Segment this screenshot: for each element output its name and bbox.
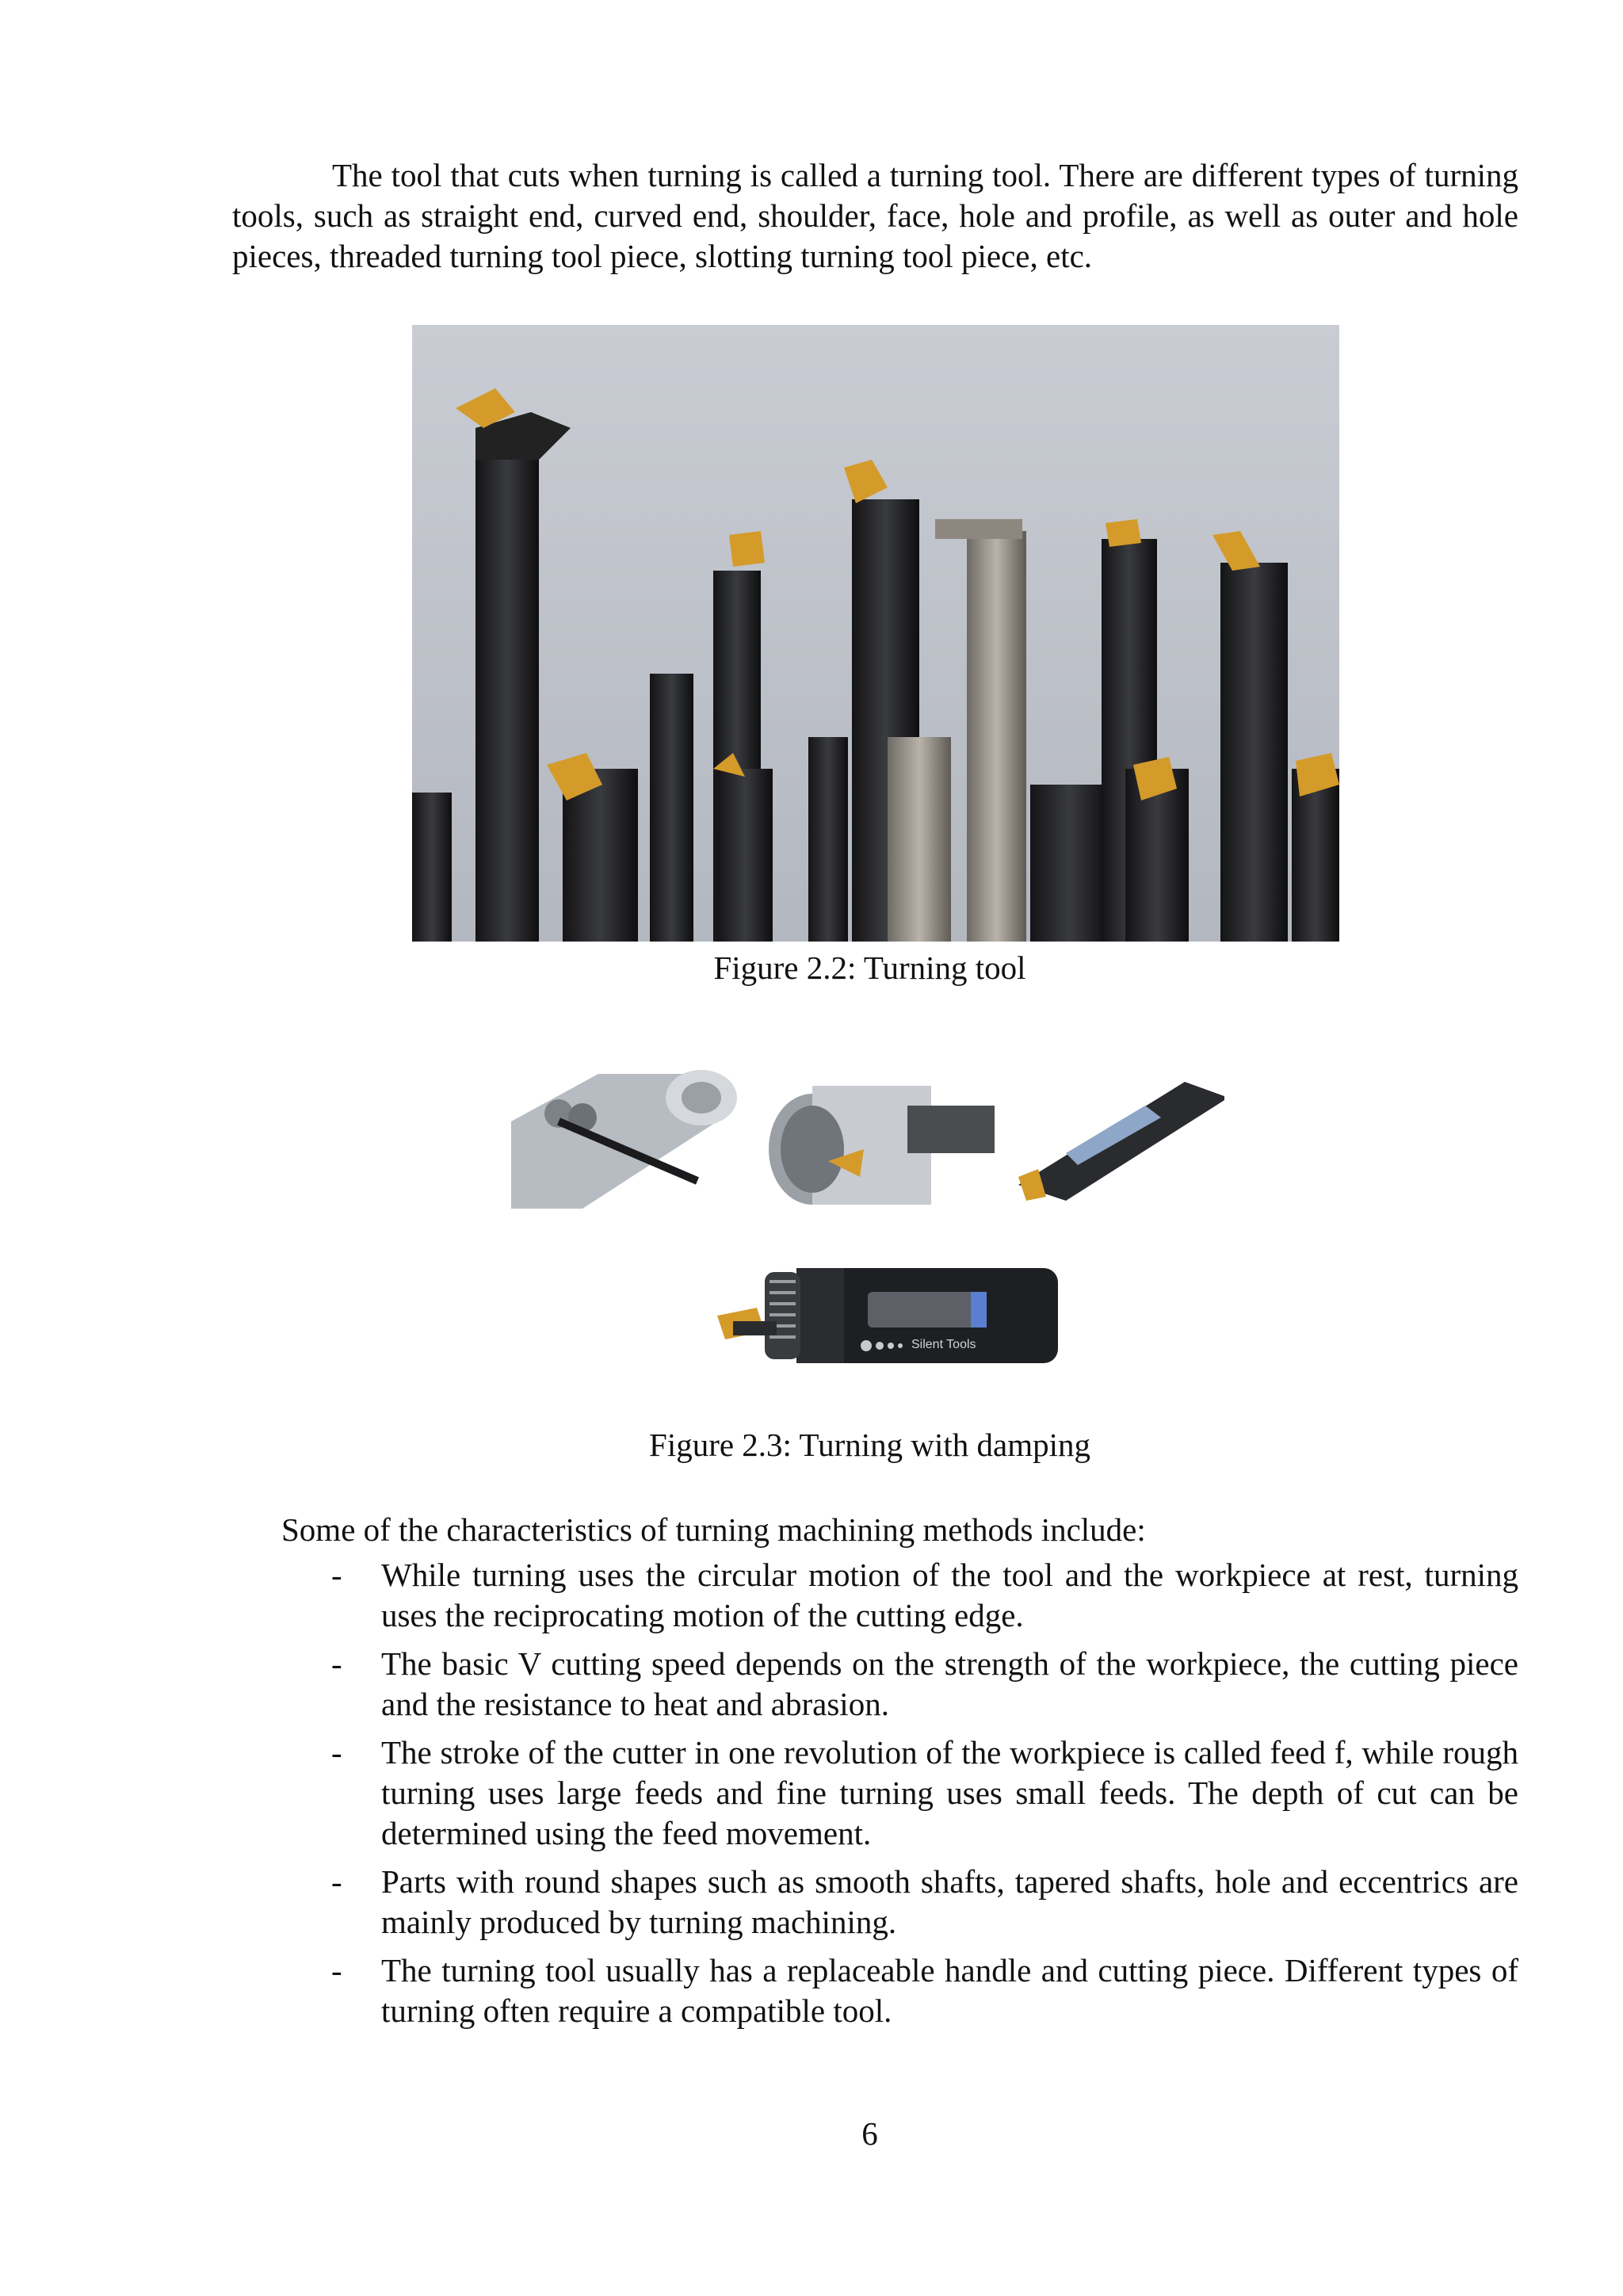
silent-tools-damper-illustration xyxy=(709,1264,1058,1367)
silent-tools-logo-text: Silent Tools xyxy=(911,1338,976,1351)
turning-tools-photo xyxy=(412,325,1339,942)
page-number: 6 xyxy=(861,2115,878,2152)
list-item: - Parts with round shapes such as smooth shafts, tapered shafts, hole and eccentrics are mainly produced by turning machining. xyxy=(331,1863,1518,1940)
figure-2-3-caption: Figure 2.3: Turning with damping xyxy=(649,1427,1090,1463)
damped-boring-bar-illustration xyxy=(511,1050,1224,1209)
intro-paragraph: The tool that cuts when turning is called a turning tool. There are different types of turning tools, such as straight end, curved end, shoulder, face, hole and profile, as well as outer and hole pieces, threaded turning tool piece, slotting turning tool piece, etc. xyxy=(232,157,1518,274)
list-item: - The stroke of the cutter in one revolution of the workpiece is called feed f, while rough turning uses large feeds and fine turning uses small feeds. The depth of cut can be determined using the feed movement. xyxy=(331,1734,1518,1851)
characteristics-list xyxy=(331,1555,1518,2039)
list-intro: Some of the characteristics of turning machining methods include: xyxy=(281,1511,1146,1548)
list-item: - The turning tool usually has a replaceable handle and cutting piece. Different types of turning often require a compatible tool. xyxy=(331,1952,1518,2029)
list-item: - While turning uses the circular motion of the tool and the workpiece at rest, turning uses the reciprocating motion of the cutting edge. xyxy=(331,1557,1518,1633)
list-item: - The basic V cutting speed depends on the strength of the workpiece, the cutting piece and the resistance to heat and abrasion. xyxy=(331,1645,1518,1722)
figure-2-2-caption: Figure 2.2: Turning tool xyxy=(713,949,1026,986)
